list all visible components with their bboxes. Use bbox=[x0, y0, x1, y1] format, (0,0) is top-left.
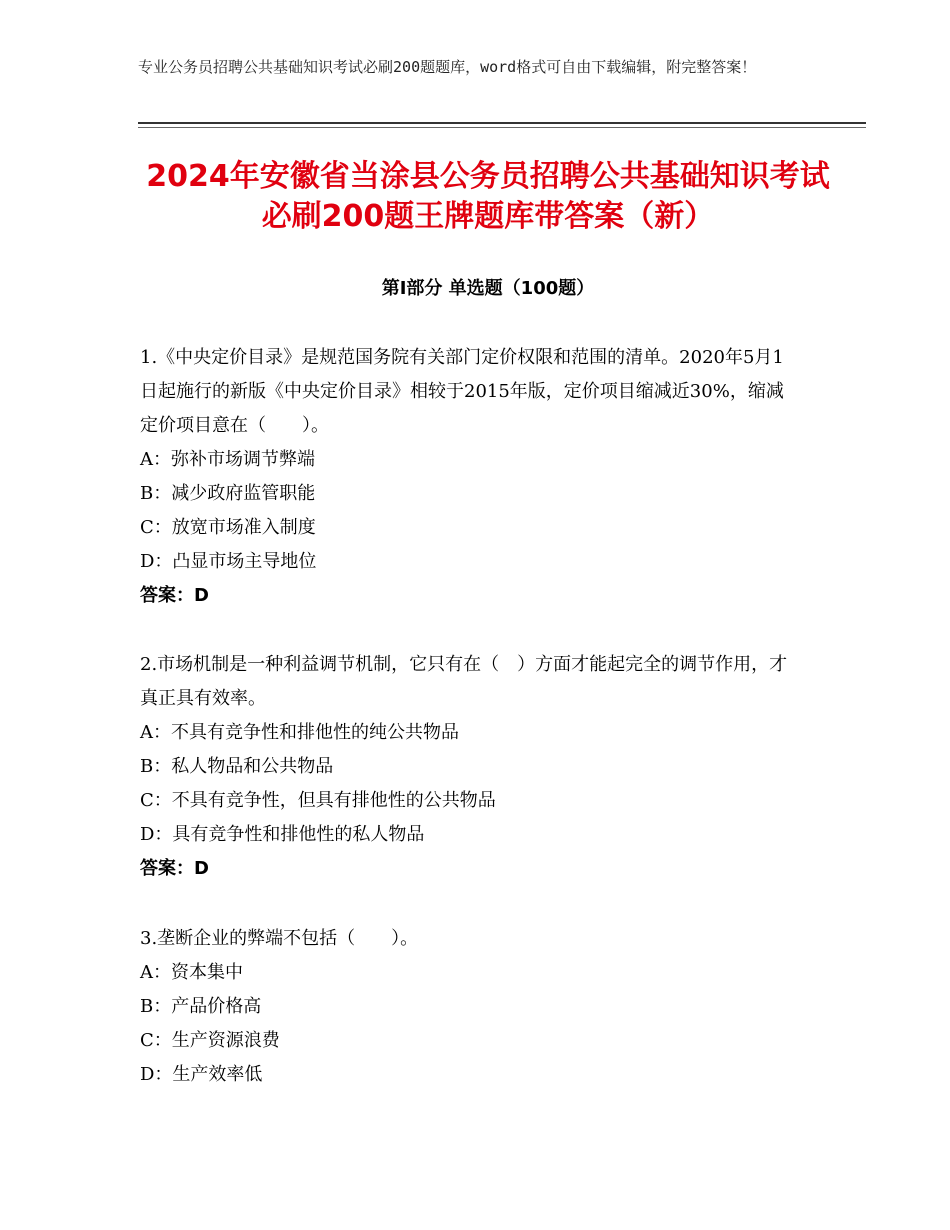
option-a: A：资本集中 bbox=[140, 962, 243, 983]
option-a: A：不具有竞争性和排他性的纯公共物品 bbox=[140, 722, 459, 743]
option-b: B：私人物品和公共物品 bbox=[140, 756, 334, 777]
option-c: C：放宽市场准入制度 bbox=[140, 517, 316, 538]
question-3 bbox=[140, 922, 800, 1092]
question-stem: 1.《中央定价目录》是规范国务院有关部门定价权限和范围的清单。2020年5月1日起施行的新版《中央定价目录》相较于2015年版，定价项目缩减近30%，缩减定价项目意在（ ）。 bbox=[140, 347, 784, 436]
question-2 bbox=[140, 648, 800, 886]
option-d: D：凸显市场主导地位 bbox=[140, 551, 317, 572]
header-note: 专业公务员招聘公共基础知识考试必刷200题题库，word格式可自由下载编辑，附完整答案！ bbox=[138, 58, 757, 76]
option-c: C：生产资源浪费 bbox=[140, 1030, 280, 1051]
question-stem: 3.垄断企业的弊端不包括（ ）。 bbox=[140, 928, 419, 949]
option-b: B：产品价格高 bbox=[140, 996, 262, 1017]
option-a: A：弥补市场调节弊端 bbox=[140, 449, 315, 470]
option-d: D：生产效率低 bbox=[140, 1064, 263, 1085]
option-d: D：具有竞争性和排他性的私人物品 bbox=[140, 824, 425, 845]
answer-label: 答案：D bbox=[140, 858, 209, 879]
question-1 bbox=[140, 341, 800, 613]
header-divider-thick bbox=[138, 122, 866, 124]
header-divider-thin bbox=[138, 127, 866, 128]
option-b: B：减少政府监管职能 bbox=[140, 483, 316, 504]
answer-label: 答案：D bbox=[140, 585, 209, 606]
document-title: 2024年安徽省当涂县公务员招聘公共基础知识考试必刷200题王牌题库带答案（新） bbox=[146, 159, 830, 234]
section-heading: 第Ⅰ部分 单选题（100题） bbox=[381, 278, 595, 299]
option-c: C：不具有竞争性，但具有排他性的公共物品 bbox=[140, 790, 496, 811]
question-stem: 2.市场机制是一种利益调节机制，它只有在（ ）方面才能起完全的调节作用，才真正具有效率。 bbox=[140, 654, 788, 709]
